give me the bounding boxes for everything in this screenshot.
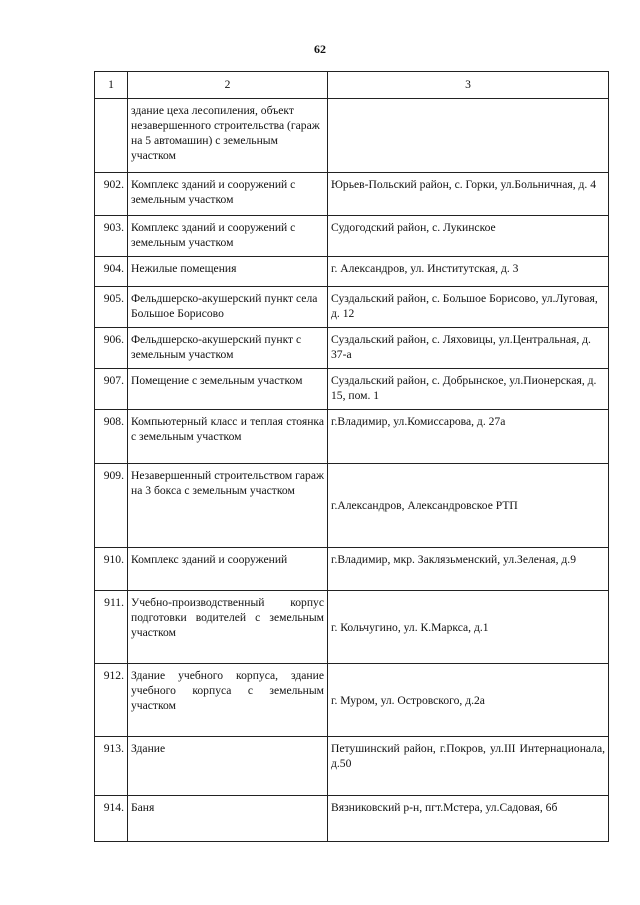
object-name: Фельдшерско-акушерский пункт с земельным участком (128, 328, 328, 369)
object-address: Петушинский район, г.Покров, ул.III Интернационала, д.50 (328, 737, 609, 796)
row-number: 906. (95, 328, 128, 369)
object-address: Суздальский район, с. Ляховицы, ул.Центральная, д. 37-а (328, 328, 609, 369)
table-row (95, 328, 609, 369)
table-row (95, 257, 609, 287)
row-number: 909. (95, 464, 128, 548)
table-row (95, 796, 609, 842)
table-row (95, 287, 609, 328)
object-address: Юрьев-Польский район, с. Горки, ул.Больничная, д. 4 (328, 173, 609, 216)
row-number: 912. (95, 664, 128, 737)
page-number: 62 (314, 42, 326, 56)
object-name: Незавершенный строительством гараж на 3 бокса с земельным участком (128, 464, 328, 548)
object-address: Суздальский район, с. Добрынское, ул.Пионерская, д. 15, пом. 1 (328, 369, 609, 410)
object-name: Учебно-производственный корпус подготовки водителей с земельным участком (128, 591, 328, 664)
object-name: Фельдшерско-акушерский пункт села Большое Борисово (128, 287, 328, 328)
object-address: г. Муром, ул. Островского, д.2а (328, 664, 609, 737)
table-row (95, 464, 609, 548)
row-number: 902. (95, 173, 128, 216)
column-header-3: 3 (328, 72, 609, 99)
object-address (328, 99, 609, 173)
object-address: г.Александров, Александровское РТП (328, 464, 609, 548)
table-row (95, 216, 609, 257)
table-row (95, 737, 609, 796)
object-name: Здание (128, 737, 328, 796)
table-row (95, 410, 609, 464)
row-number: 905. (95, 287, 128, 328)
object-name: Здание учебного корпуса, здание учебного корпуса с земельным участком (128, 664, 328, 737)
row-number: 911. (95, 591, 128, 664)
object-name: здание цеха лесопиления, объект незавершенного строительства (гараж на 5 автомашин) с земельным участком (128, 99, 328, 173)
table-row (95, 548, 609, 591)
table-row (95, 664, 609, 737)
object-address: г.Владимир, ул.Комиссарова, д. 27а (328, 410, 609, 464)
column-header-2: 2 (128, 72, 328, 99)
row-number (95, 99, 128, 173)
row-number: 903. (95, 216, 128, 257)
row-number: 913. (95, 737, 128, 796)
object-name: Компьютерный класс и теплая стоянка с земельным участком (128, 410, 328, 464)
row-number: 904. (95, 257, 128, 287)
row-number: 910. (95, 548, 128, 591)
column-header-1: 1 (95, 72, 128, 99)
object-address: Вязниковский р-н, пгт.Мстера, ул.Садовая, 6б (328, 796, 609, 842)
table-row (95, 369, 609, 410)
table-header-row (95, 72, 609, 99)
table-row (95, 99, 609, 173)
property-table (94, 71, 609, 842)
row-number: 908. (95, 410, 128, 464)
object-name: Комплекс зданий и сооружений (128, 548, 328, 591)
object-name: Баня (128, 796, 328, 842)
object-address: Судогодский район, с. Лукинское (328, 216, 609, 257)
object-address: Суздальский район, с. Большое Борисово, ул.Луговая, д. 12 (328, 287, 609, 328)
object-address: г. Александров, ул. Институтская, д. 3 (328, 257, 609, 287)
table-row (95, 591, 609, 664)
object-name: Нежилые помещения (128, 257, 328, 287)
object-address: г. Кольчугино, ул. К.Маркса, д.1 (328, 591, 609, 664)
object-address: г.Владимир, мкр. Заклязьменский, ул.Зеленая, д.9 (328, 548, 609, 591)
row-number: 907. (95, 369, 128, 410)
object-name: Помещение с земельным участком (128, 369, 328, 410)
row-number: 914. (95, 796, 128, 842)
object-name: Комплекс зданий и сооружений с земельным участком (128, 173, 328, 216)
table-row (95, 173, 609, 216)
object-name: Комплекс зданий и сооружений с земельным участком (128, 216, 328, 257)
